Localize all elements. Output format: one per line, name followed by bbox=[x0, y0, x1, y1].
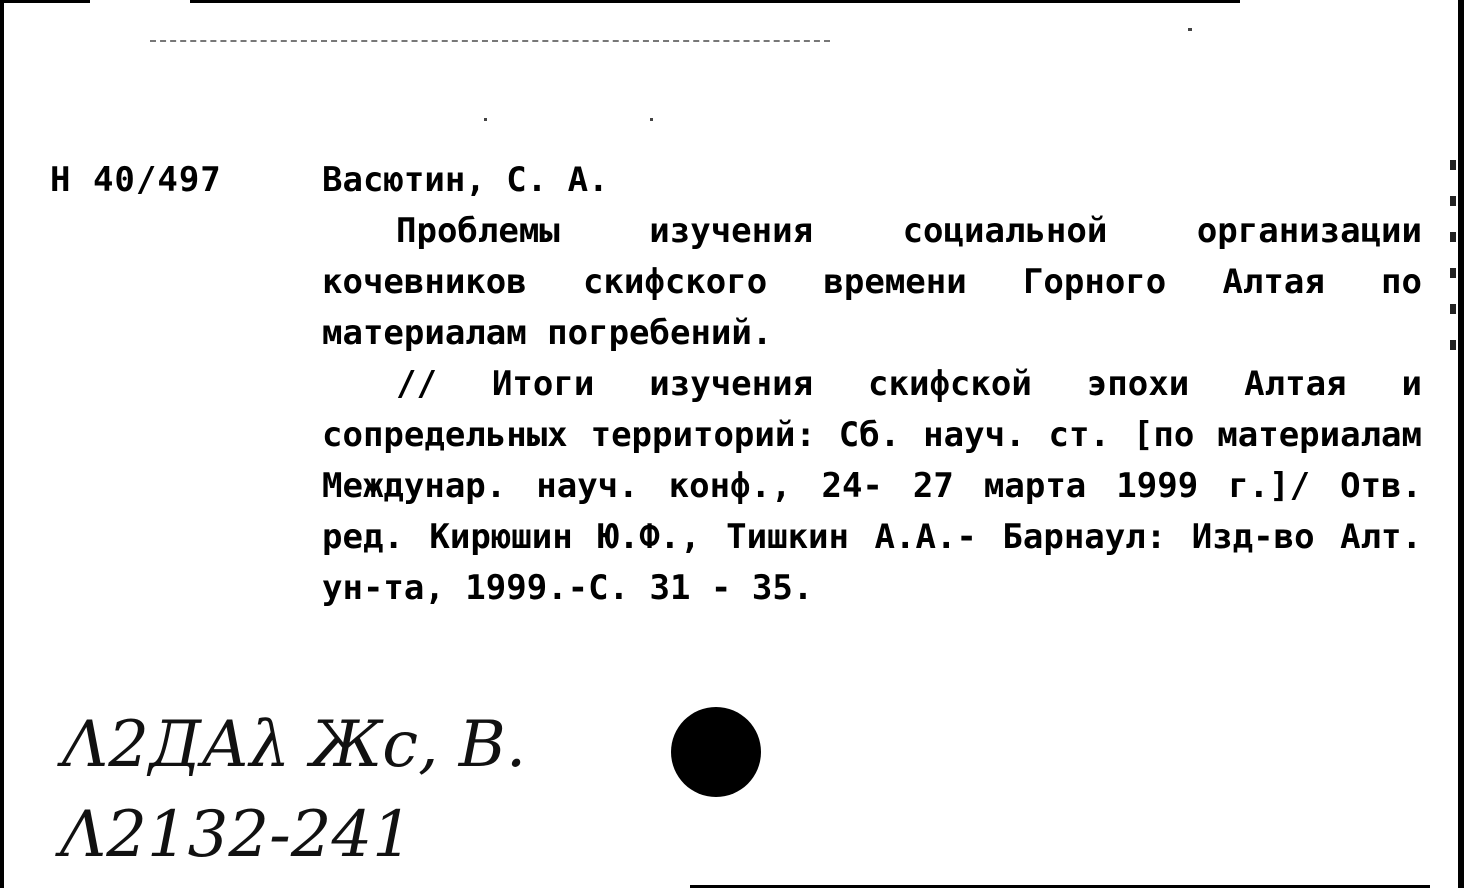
card-border-left bbox=[0, 0, 4, 888]
card-border-right bbox=[1458, 0, 1464, 888]
source-paragraph: // Итоги изучения скифской эпохи Алтая и сопредельных территорий: Сб. науч. ст. [по материалам Междунар. науч. конф., 24- 27 марта 1999 г.]/ Отв. ред. Кирюшин Ю.Ф., Тишкин А.А.- Барнаул: Изд-во Алт. ун-та, 1999.-С. 31 - 35. bbox=[322, 364, 1422, 608]
author-heading: Васютин, С. А. bbox=[322, 160, 609, 200]
margin-marks bbox=[1450, 160, 1456, 390]
card-border-top bbox=[0, 0, 90, 3]
shelfmark: Н 40/497 bbox=[50, 160, 222, 200]
scan-speck bbox=[1188, 28, 1192, 31]
scan-speck bbox=[484, 118, 487, 121]
punch-hole bbox=[671, 707, 761, 797]
card-border-top bbox=[190, 0, 1240, 3]
title-paragraph: Проблемы изучения социальной организации кочевников скифского времени Горного Алтая по материалам погребений. bbox=[322, 211, 1422, 353]
scan-speck bbox=[650, 118, 653, 121]
handwritten-note-2: Λ2132-241 bbox=[60, 798, 413, 872]
scan-artifact-line bbox=[150, 40, 830, 42]
handwritten-note-1: Λ2ДАλ Жс, В. bbox=[62, 708, 527, 782]
